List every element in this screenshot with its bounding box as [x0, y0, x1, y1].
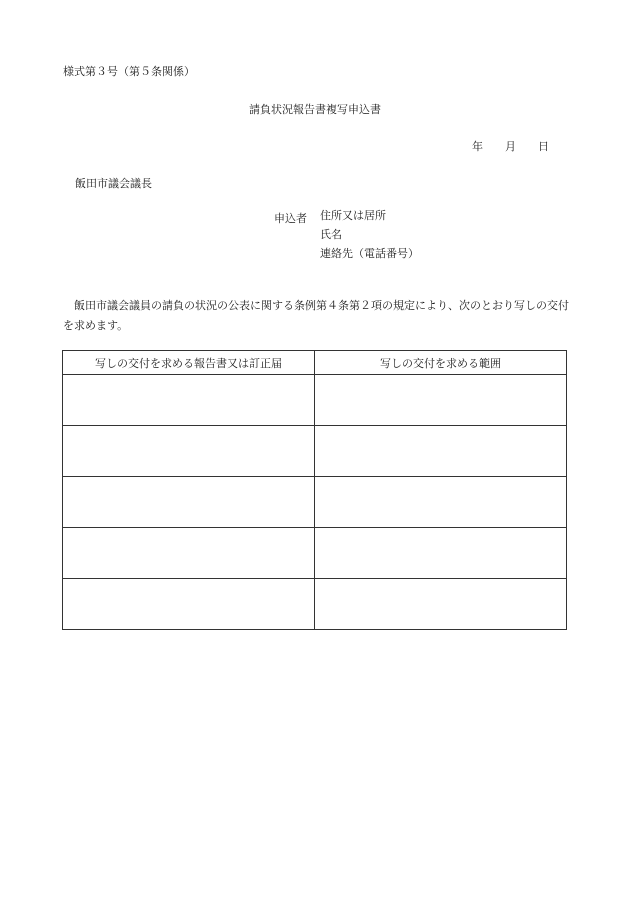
- request-table: [62, 350, 567, 630]
- applicant-contact-field: 連絡先（電話番号）: [320, 247, 419, 260]
- applicant-label: 申込者: [274, 212, 307, 225]
- table-row: [63, 579, 567, 630]
- table-header-row: [63, 351, 567, 375]
- report-cell[interactable]: [63, 426, 315, 477]
- applicant-address-field: 住所又は居所: [320, 209, 386, 222]
- table-row: [63, 375, 567, 426]
- document-title: 請負状況報告書複写申込書: [249, 103, 381, 116]
- report-cell[interactable]: [63, 477, 315, 528]
- header-report-column: 写しの交付を求める報告書又は訂正届: [63, 351, 315, 375]
- applicant-fields: [320, 210, 419, 263]
- range-cell[interactable]: [315, 528, 567, 579]
- header-range-column: 写しの交付を求める範囲: [315, 351, 567, 375]
- request-statement: 飯田市議会議員の請負の状況の公表に関する条例第４条第２項の規定により、次のとおり写しの交付を求めます。: [63, 299, 569, 332]
- report-cell[interactable]: [63, 528, 315, 579]
- report-cell[interactable]: [63, 579, 315, 630]
- applicant-name-field: 氏名: [320, 228, 342, 241]
- range-cell[interactable]: [315, 426, 567, 477]
- range-cell[interactable]: [315, 375, 567, 426]
- table-row: [63, 477, 567, 528]
- date-day: 日: [538, 140, 549, 153]
- addressee: 飯田市議会議長: [75, 177, 152, 190]
- table-row: [63, 528, 567, 579]
- range-cell[interactable]: [315, 579, 567, 630]
- form-number: 様式第３号（第５条関係）: [63, 65, 195, 78]
- date-year: 年: [472, 140, 483, 153]
- range-cell[interactable]: [315, 477, 567, 528]
- table-row: [63, 426, 567, 477]
- date-line: [472, 138, 549, 154]
- report-cell[interactable]: [63, 375, 315, 426]
- date-month: 月: [505, 140, 516, 153]
